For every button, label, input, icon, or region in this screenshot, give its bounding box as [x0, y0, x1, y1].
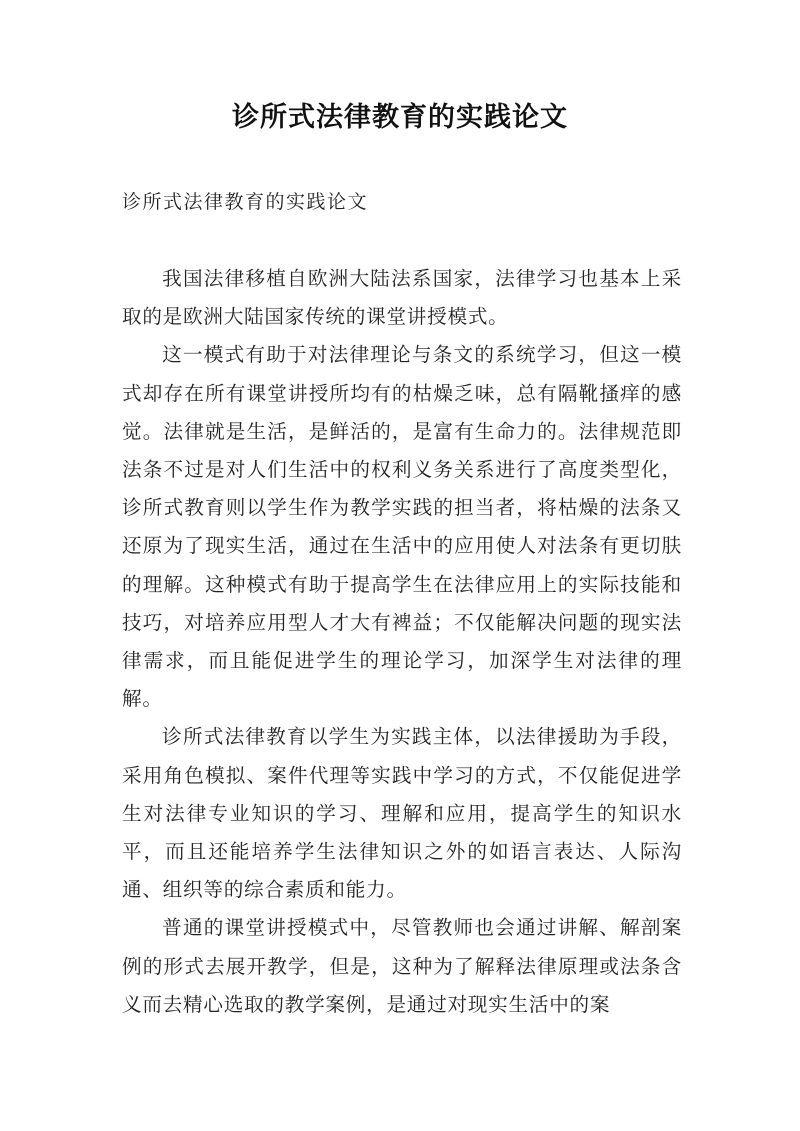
document-body — [122, 260, 682, 1024]
body-paragraph: 这一模式有助于对法律理论与条文的系统学习，但这一模式却存在所有课堂讲授所均有的枯燥乏味，总有隔靴搔痒的感觉。法律就是生活，是鲜活的，是富有生命力的。法律规范即法条不过是对人们生活中的权利义务关系进行了高度类型化，诊所式教育则以学生作为教学实践的担当者，将枯燥的法条又还原为了现实生活，通过在生活中的应用使人对法条有更切肤的理解。这种模式有助于提高学生在法律应用上的实际技能和技巧，对培养应用型人才大有裨益；不仅能解决问题的现实法律需求，而且能促进学生的理论学习，加深学生对法律的理解。 — [122, 343, 682, 711]
document-title: 诊所式法律教育的实践论文 — [232, 102, 568, 133]
body-paragraph: 我国法律移植自欧洲大陆法系国家，法律学习也基本上采取的是欧洲大陆国家传统的课堂讲授模式。 — [122, 267, 682, 329]
body-paragraph: 诊所式法律教育以学生为实践主体，以法律援助为手段，采用角色模拟、案件代理等实践中学习的方式，不仅能促进学生对法律专业知识的学习、理解和应用，提高学生的知识水平，而且还能培养学生法律知识之外的如语言表达、人际沟通、组织等的综合素质和能力。 — [122, 725, 682, 902]
document-subtitle: 诊所式法律教育的实践论文 — [122, 191, 369, 213]
body-paragraph: 普通的课堂讲授模式中，尽管教师也会通过讲解、解剖案例的形式去展开教学，但是，这种为了解释法律原理或法条含义而去精心选取的教学案例，是通过对现实生活中的案 — [122, 916, 682, 1016]
